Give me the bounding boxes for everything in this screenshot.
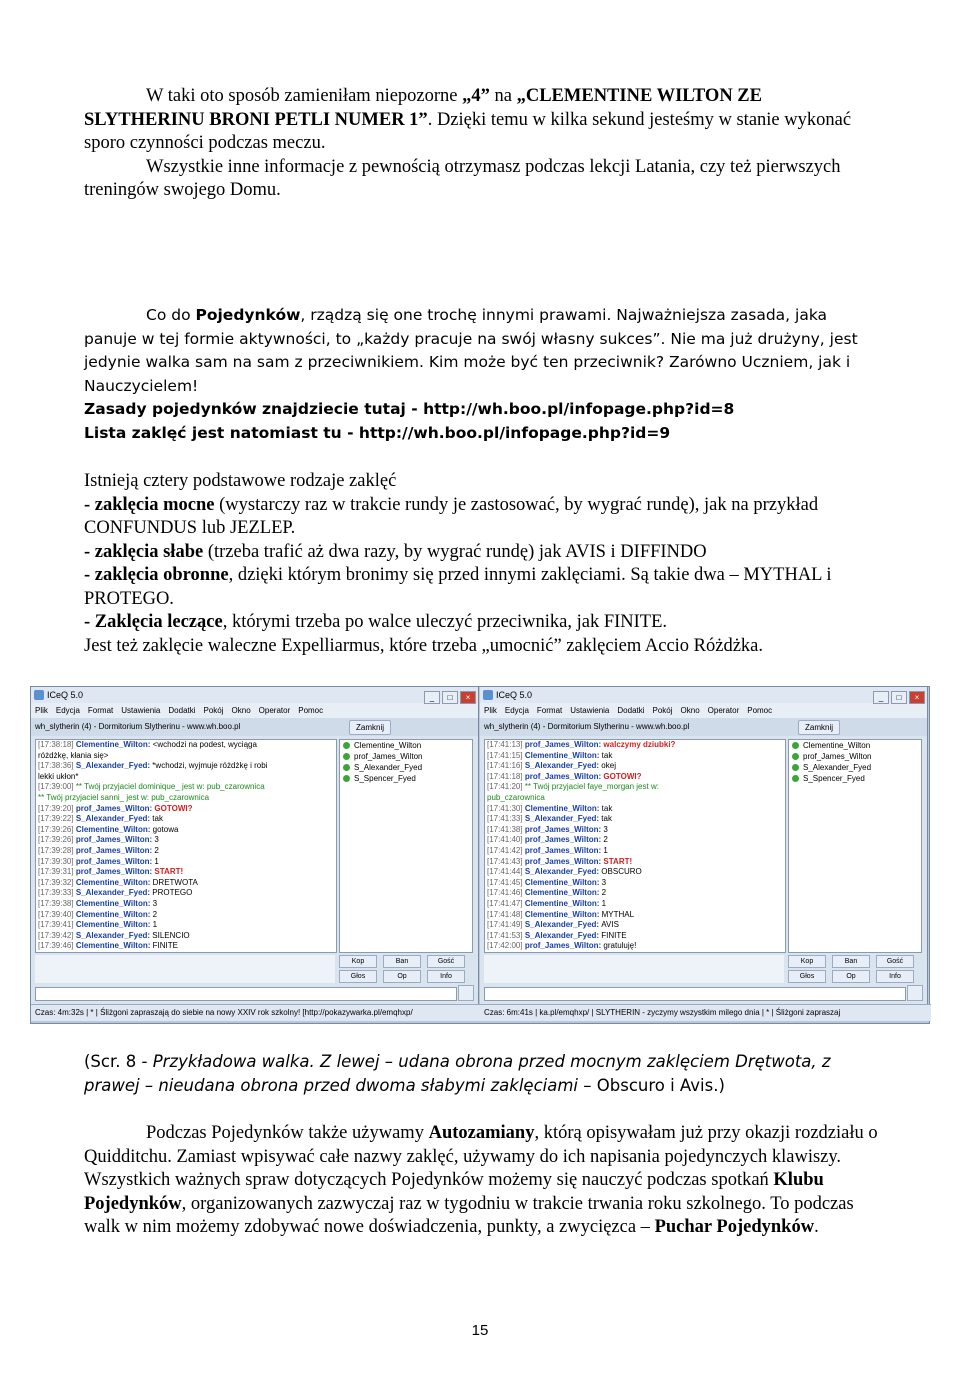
- chat-line: [485, 814, 785, 825]
- chat-line: [36, 941, 336, 952]
- room-name: wh_slytherin (4) - Dormitorium Slytherinu - www.wh.boo.pl: [35, 722, 241, 731]
- spell-healing: [84, 611, 884, 635]
- chat-message: 2: [603, 835, 608, 845]
- room-name: wh_slytherin (4) - Dormitorium Slytherinu - www.wh.boo.pl: [484, 722, 690, 731]
- user-action-button[interactable]: Głos: [788, 970, 826, 983]
- menu-item[interactable]: Pokój: [203, 706, 224, 715]
- chat-line: [485, 878, 785, 889]
- chat-line: [485, 910, 785, 921]
- chat-message: tak: [152, 814, 163, 824]
- menu-item[interactable]: Edycja: [55, 706, 80, 715]
- italic-text: Przykładowa walka. Z lewej – udana obrona przed mocnym zaklęciem Drętwota, z prawej – nieudana obrona przed dwoma słabymi zaklęciami: [84, 1052, 831, 1095]
- menu-item[interactable]: Operator: [258, 706, 291, 715]
- chat-line: [36, 931, 336, 942]
- send-button[interactable]: [458, 985, 474, 1001]
- chat-nick: prof_James_Wilton:: [75, 845, 155, 855]
- bold-text: Lista zaklęć jest natomiast tu - http://wh.boo.pl/infopage.php?id=9: [84, 423, 671, 442]
- chat-timestamp: [17:39:33]: [38, 888, 76, 898]
- chat-message: 1: [152, 920, 158, 930]
- user-action-buttons: [339, 955, 471, 985]
- chat-line: [485, 920, 785, 931]
- chat-line: [36, 772, 336, 783]
- chat-message: *wchodzi, wyjmuje różdżkę i robi: [152, 761, 268, 771]
- chat-log: [484, 739, 786, 953]
- user-list: [339, 739, 473, 953]
- chat-timestamp: [17:39:28]: [38, 845, 76, 855]
- menu-item[interactable]: Format: [536, 706, 563, 715]
- text-span: Wszystkich ważnych spraw dotyczących Pojedynków możemy się nauczyć podczas spotkań: [84, 1170, 774, 1190]
- paragraph-intro: [84, 85, 884, 203]
- spell-combat: Jest też zaklęcie waleczne Expelliarmus, które trzeba „umocnić” zaklęciem Accio Różdżka.: [84, 635, 764, 656]
- chat-nick: Clementine_Wilton:: [75, 898, 153, 908]
- chat-nick: S_Alexander_Fyed:: [524, 761, 602, 771]
- status-bar: Czas: 4m:32s | * | Śliżgoni zapraszają do siebie na nowy XXIV rok szkolny! [http://pokazywarka.pl/emqhxp/: [31, 1004, 482, 1021]
- chat-nick: prof_James_Wilton:: [75, 803, 155, 813]
- message-input[interactable]: [484, 987, 906, 1001]
- maximize-icon[interactable]: □: [891, 691, 907, 704]
- user-action-button[interactable]: Kop: [339, 955, 377, 968]
- user-list-item[interactable]: S_Alexander_Fyed: [340, 762, 472, 773]
- chat-nick: Clementine_Wilton:: [75, 877, 153, 887]
- user-action-button[interactable]: Ban: [832, 955, 870, 968]
- chat-message: FINITE: [601, 930, 627, 940]
- chat-timestamp: [17:41:18]: [487, 771, 525, 781]
- text-span: Podczas Pojedynków także używamy: [146, 1123, 429, 1143]
- chat-message: AVIS: [601, 920, 619, 930]
- chat-message: tak: [601, 750, 613, 760]
- caption-text: [84, 1050, 884, 1097]
- app-icon: [483, 690, 493, 700]
- menu-item[interactable]: Operator: [707, 706, 740, 715]
- chat-message: gotowa: [152, 824, 179, 834]
- chat-timestamp: [17:39:38]: [38, 898, 76, 908]
- chat-input-area[interactable]: [35, 955, 335, 983]
- chat-line: [485, 772, 785, 783]
- bold-text: „4”: [462, 86, 490, 106]
- chat-timestamp: [17:38:18]: [38, 740, 76, 749]
- text-span: , dzięki którym bronimy się przed innymi zaklęciami. Są takie dwa – MYTHAL i PROTEGO.: [84, 565, 832, 609]
- chat-message: START!: [603, 856, 633, 866]
- spell-list-link[interactable]: [84, 422, 884, 446]
- text-span: , którymi trzeba po walce uleczyć przeciwnika, jak FINITE.: [222, 612, 668, 632]
- chat-timestamp: [17:41:16]: [487, 761, 525, 771]
- chat-timestamp: [17:38:36]: [38, 761, 76, 771]
- chat-message: 2: [601, 888, 607, 898]
- chat-timestamp: [17:41:33]: [487, 814, 525, 824]
- paragraph-autoreplace: [84, 1122, 884, 1240]
- chat-line: [485, 835, 785, 846]
- chat-message: PROTEGO: [152, 888, 193, 898]
- chat-timestamp: [17:39:20]: [38, 803, 76, 813]
- user-action-button[interactable]: Info: [876, 970, 914, 983]
- chat-screenshot: [30, 686, 930, 1024]
- window-title: ICeQ 5.0: [496, 690, 533, 700]
- chat-timestamp: [17:41:48]: [487, 909, 525, 919]
- user-action-button[interactable]: Op: [832, 970, 870, 983]
- chat-timestamp: [17:42:00]: [487, 941, 525, 951]
- chat-nick: Clementine_Wilton:: [75, 909, 153, 919]
- chat-timestamp: [17:39:31]: [38, 867, 76, 877]
- user-action-buttons: [788, 955, 920, 985]
- chat-line: [485, 761, 785, 772]
- chat-line: [36, 878, 336, 889]
- chat-timestamp: [17:41:42]: [487, 845, 525, 855]
- bold-text: - Zaklęcia leczące: [84, 612, 223, 632]
- chat-nick: prof_James_Wilton:: [524, 740, 604, 749]
- user-list-item[interactable]: Clementine_Wilton: [340, 740, 472, 751]
- chat-nick: Clementine_Wilton:: [75, 920, 153, 930]
- text-span: , rządzą się one trochę innymi prawami. Najważniejsza zasada, jaka panuje w tej formie aktywności, to „każdy pracuje na swój własny sukces”. Nie ma już drużyny, jest jedynie walka sam na sam z przeciwnikiem. Kim może być ten przeciwnik? Zarówno Uczniem, jak i Nauczycielem!: [84, 306, 858, 395]
- chat-nick: Clementine_Wilton:: [75, 941, 153, 951]
- chat-line: [485, 825, 785, 836]
- chat-timestamp: [17:41:49]: [487, 920, 525, 930]
- chat-message: 2: [154, 845, 159, 855]
- menu-item[interactable]: Dodatki: [168, 706, 196, 715]
- chat-nick: Clementine_Wilton:: [524, 909, 602, 919]
- chat-line: [485, 931, 785, 942]
- send-button[interactable]: [907, 985, 923, 1001]
- paragraph-intro-line2: Wszystkie inne informacje z pewnością otrzymasz podczas lekcji Latania, czy też pierwszych treningów swojego Domu.: [84, 156, 841, 200]
- chat-message: START!: [154, 867, 184, 877]
- chat-nick: S_Alexander_Fyed:: [524, 920, 602, 930]
- system-message: ** Twój przyjaciel faye_morgan jest w:: [524, 782, 659, 792]
- chat-nick: prof_James_Wilton:: [524, 845, 604, 855]
- chat-message: 3: [154, 835, 159, 845]
- system-message: ** Twój przyjaciel dominique_ jest w: pub_czarownica: [75, 782, 265, 792]
- chat-message: OBSCURO: [601, 867, 642, 877]
- chat-line: [485, 857, 785, 868]
- chat-timestamp: [17:39:30]: [38, 856, 76, 866]
- bold-text: Autozamiany: [428, 1123, 535, 1143]
- chat-timestamp: [17:39:32]: [38, 877, 76, 887]
- chat-line: [485, 751, 785, 762]
- maximize-icon[interactable]: □: [442, 691, 458, 704]
- chat-line: [36, 825, 336, 836]
- bold-text: Pojedynków: [195, 306, 301, 324]
- chat-nick: S_Alexander_Fyed:: [75, 761, 153, 771]
- chat-message: gratuluję!: [603, 941, 637, 951]
- chat-timestamp: [17:41:38]: [487, 824, 525, 834]
- menu-bar: [480, 703, 927, 718]
- user-action-button[interactable]: Kop: [788, 955, 826, 968]
- chat-message: 1: [603, 845, 608, 855]
- chat-nick: S_Alexander_Fyed:: [524, 814, 602, 824]
- user-action-button[interactable]: Gość: [876, 955, 914, 968]
- chat-message: 1: [601, 898, 607, 908]
- menu-item[interactable]: Okno: [680, 706, 700, 715]
- spell-strong: [84, 494, 884, 541]
- chat-line: [36, 888, 336, 899]
- bold-text: - zaklęcia słabe: [84, 541, 204, 562]
- close-icon[interactable]: ×: [460, 691, 476, 704]
- user-action-button[interactable]: Głos: [339, 970, 377, 983]
- chat-timestamp: [17:41:15]: [487, 750, 525, 760]
- chat-nick: S_Alexander_Fyed:: [524, 930, 602, 940]
- chat-message: lekki ukłon*: [38, 771, 79, 781]
- autoreplace-text: [84, 1122, 884, 1169]
- bold-text: „CLEMENTINE WILTON ZE SLYTHERINU BRONI PETLI NUMER 1”: [84, 86, 762, 130]
- chat-line: [36, 846, 336, 857]
- user-list-item[interactable]: prof_James_Wilton: [789, 751, 921, 762]
- chat-line: [36, 804, 336, 815]
- paragraph-duels-text: [84, 304, 884, 398]
- user-list-item[interactable]: S_Spencer_Fyed: [340, 773, 472, 784]
- chat-message: 3: [601, 877, 607, 887]
- chat-message: MYTHAL: [601, 909, 635, 919]
- spell-types-heading: Istnieją cztery podstawowe rodzaje zaklęć: [84, 471, 397, 491]
- chat-message: różdżkę, kłania się>: [38, 750, 109, 760]
- chat-nick: Clementine_Wilton:: [524, 898, 602, 908]
- spell-defensive: [84, 564, 884, 611]
- text-span: .: [814, 1217, 819, 1237]
- chat-line: [36, 740, 336, 751]
- menu-item[interactable]: Plik: [35, 706, 48, 715]
- chat-message: DRETWOTA: [152, 877, 198, 887]
- user-action-button[interactable]: Op: [383, 970, 421, 983]
- duel-club-text: [84, 1169, 884, 1240]
- menu-item[interactable]: Okno: [231, 706, 251, 715]
- chat-nick: Clementine_Wilton:: [524, 750, 602, 760]
- text-span: , którą opisywałam już przy okazji rozdziału o Quidditchu. Zamiast wpisywać całe nazwy zaklęć, używamy do ich napisania pojedynczych klawiszy.: [84, 1123, 878, 1167]
- text-span: Co do: [146, 306, 196, 324]
- chat-message: tak: [601, 803, 613, 813]
- close-room-button[interactable]: Zamknij: [798, 720, 840, 735]
- chat-nick: prof_James_Wilton:: [524, 771, 604, 781]
- duel-rules-link[interactable]: [84, 398, 884, 422]
- chat-line: [36, 835, 336, 846]
- bold-text: - zaklęcia mocne: [84, 494, 215, 515]
- text-span: W taki oto sposób zamieniłam niepozorne: [146, 86, 463, 106]
- chat-nick: S_Alexander_Fyed:: [524, 867, 602, 877]
- page-number: 15: [471, 1322, 489, 1339]
- chat-message: 3: [152, 898, 158, 908]
- chat-line: [36, 814, 336, 825]
- chat-line: [36, 867, 336, 878]
- chat-timestamp: [17:39:40]: [38, 909, 76, 919]
- minimize-icon[interactable]: _: [424, 691, 440, 704]
- chat-timestamp: [17:41:46]: [487, 888, 525, 898]
- app-icon: [34, 690, 44, 700]
- chat-message: 3: [603, 824, 608, 834]
- chat-nick: S_Alexander_Fyed:: [75, 814, 153, 824]
- chat-window-left: [31, 687, 479, 1021]
- chat-line: [36, 782, 336, 793]
- chat-timestamp: [17:41:40]: [487, 835, 525, 845]
- user-action-button[interactable]: Gość: [427, 955, 465, 968]
- window-titlebar: [31, 687, 478, 703]
- menu-item[interactable]: Ustawienia: [121, 706, 161, 715]
- chat-nick: Clementine_Wilton:: [75, 740, 153, 749]
- chat-nick: S_Alexander_Fyed:: [75, 930, 153, 940]
- chat-nick: prof_James_Wilton:: [75, 867, 155, 877]
- chat-nick: prof_James_Wilton:: [524, 941, 604, 951]
- bold-text: Klubu Pojedynków: [84, 1170, 824, 1214]
- text-span: (wystarczy raz w trakcie rundy je zastosować, by wygrać rundę), jak na przykład CONFUNDUS lub JEZLEP.: [84, 494, 819, 538]
- text-span: – Obscuro i Avis.): [578, 1075, 725, 1095]
- chat-timestamp: [17:41:30]: [487, 803, 525, 813]
- chat-message: okej: [601, 761, 616, 771]
- chat-message: FINITE: [152, 941, 178, 951]
- user-list-item[interactable]: S_Alexander_Fyed: [789, 762, 921, 773]
- close-icon[interactable]: ×: [909, 691, 925, 704]
- window-title: ICeQ 5.0: [47, 690, 84, 700]
- chat-timestamp: [17:39:26]: [38, 835, 76, 845]
- bold-text: - zaklęcia obronne: [84, 565, 229, 585]
- chat-timestamp: [17:41:53]: [487, 930, 525, 940]
- chat-nick: Clementine_Wilton:: [75, 824, 153, 834]
- text-span: (trzeba trafić aż dwa razy, by wygrać rundę) jak AVIS i DIFFINDO: [203, 541, 707, 562]
- chat-nick: prof_James_Wilton:: [75, 835, 155, 845]
- text-span: (Scr. 8 -: [84, 1052, 153, 1071]
- chat-line: [485, 740, 785, 751]
- room-toolbar: [31, 718, 478, 736]
- chat-message: 2: [152, 909, 158, 919]
- chat-line: [485, 793, 785, 804]
- chat-message: GOTOWI?: [603, 771, 642, 781]
- chat-line: [36, 857, 336, 868]
- chat-line: [485, 867, 785, 878]
- chat-timestamp: [17:39:00]: [38, 782, 76, 792]
- close-room-button[interactable]: Zamknij: [349, 720, 391, 735]
- chat-timestamp: [17:39:22]: [38, 814, 76, 824]
- chat-line: [485, 782, 785, 793]
- window-controls: [871, 689, 925, 705]
- text-span: , organizowanych zazwyczaj raz w tygodniu w trakcie trwania roku szkolnego. To podczas walk w nim możemy zdobywać nowe doświadczenia, punkty, a zwycięzca –: [84, 1193, 854, 1237]
- chat-log: [35, 739, 337, 953]
- user-list-item[interactable]: prof_James_Wilton: [340, 751, 472, 762]
- system-message: pub_czarownica: [487, 792, 545, 802]
- chat-line: [36, 761, 336, 772]
- chat-timestamp: [17:41:20]: [487, 782, 525, 792]
- window-controls: [422, 689, 476, 705]
- chat-timestamp: [17:41:43]: [487, 856, 525, 866]
- chat-line: [36, 910, 336, 921]
- message-input[interactable]: [35, 987, 457, 1001]
- chat-nick: prof_James_Wilton:: [524, 835, 604, 845]
- menu-item[interactable]: Ustawienia: [570, 706, 610, 715]
- chat-nick: Clementine_Wilton:: [524, 803, 602, 813]
- text-span: na: [489, 86, 517, 106]
- status-bar: Czas: 6m:41s | ka.pl/emqhxp/ | SLYTHERIN - zyczymy wszystkim milego dnia | * | Śliżgoni zapraszaj: [480, 1004, 931, 1021]
- chat-timestamp: [17:39:42]: [38, 930, 76, 940]
- menu-item[interactable]: Pomoc: [747, 706, 773, 715]
- chat-message: <wchodzi na podest, wyciąga: [152, 740, 257, 749]
- chat-timestamp: [17:41:47]: [487, 898, 525, 908]
- menu-item[interactable]: Format: [87, 706, 114, 715]
- chat-line: [36, 793, 336, 804]
- chat-nick: prof_James_Wilton:: [524, 856, 604, 866]
- chat-message: 1: [154, 856, 159, 866]
- menu-bar: [31, 703, 478, 718]
- chat-nick: prof_James_Wilton:: [75, 856, 155, 866]
- paragraph-duels: [84, 304, 884, 445]
- chat-message: walczymy dziubki?: [603, 740, 676, 749]
- chat-nick: Clementine_Wilton:: [524, 877, 602, 887]
- chat-message: tak: [601, 814, 612, 824]
- minimize-icon[interactable]: _: [873, 691, 889, 704]
- chat-timestamp: [17:41:13]: [487, 740, 525, 749]
- chat-line: [485, 804, 785, 815]
- menu-item[interactable]: Pomoc: [298, 706, 324, 715]
- user-list: [788, 739, 922, 953]
- user-list-item[interactable]: Clementine_Wilton: [789, 740, 921, 751]
- chat-nick: Clementine_Wilton:: [524, 888, 602, 898]
- chat-message: SILENCIO: [152, 930, 190, 940]
- chat-input-area[interactable]: [484, 955, 784, 983]
- bold-text: Puchar Pojedynków: [654, 1217, 815, 1237]
- menu-item[interactable]: Edycja: [504, 706, 529, 715]
- chat-nick: prof_James_Wilton:: [524, 824, 604, 834]
- chat-timestamp: [17:41:45]: [487, 877, 525, 887]
- chat-line: [36, 920, 336, 931]
- user-action-button[interactable]: Ban: [383, 955, 421, 968]
- system-message: ** Twój przyjaciel sanni_ jest w: pub_czarownica: [38, 792, 210, 802]
- window-titlebar: [480, 687, 927, 703]
- chat-message: GOTOWI?: [154, 803, 193, 813]
- chat-timestamp: [17:39:46]: [38, 941, 76, 951]
- chat-line: [485, 899, 785, 910]
- chat-line: [36, 899, 336, 910]
- chat-timestamp: [17:39:26]: [38, 824, 76, 834]
- paragraph-spell-types: [84, 470, 884, 658]
- paragraph-intro-line1: [84, 85, 884, 156]
- chat-timestamp: [17:41:44]: [487, 867, 525, 877]
- text-span: . Dzięki temu w kilka sekund jesteśmy w stanie wykonać sporo czynności podczas meczu.: [84, 109, 852, 153]
- screenshot-caption: [84, 1050, 884, 1097]
- menu-item[interactable]: Plik: [484, 706, 497, 715]
- chat-nick: S_Alexander_Fyed:: [75, 888, 153, 898]
- menu-item[interactable]: Dodatki: [617, 706, 645, 715]
- chat-line: [485, 941, 785, 952]
- user-action-button[interactable]: Info: [427, 970, 465, 983]
- chat-timestamp: [17:39:41]: [38, 920, 76, 930]
- chat-window-right: [480, 687, 928, 1021]
- bold-text: Zasady pojedynków znajdziecie tutaj - http://wh.boo.pl/infopage.php?id=8: [84, 400, 735, 418]
- user-list-item[interactable]: S_Spencer_Fyed: [789, 773, 921, 784]
- room-toolbar: [480, 718, 927, 736]
- spell-weak: [84, 541, 884, 565]
- chat-line: [485, 846, 785, 857]
- chat-line: [485, 888, 785, 899]
- menu-item[interactable]: Pokój: [652, 706, 673, 715]
- chat-line: [36, 751, 336, 762]
